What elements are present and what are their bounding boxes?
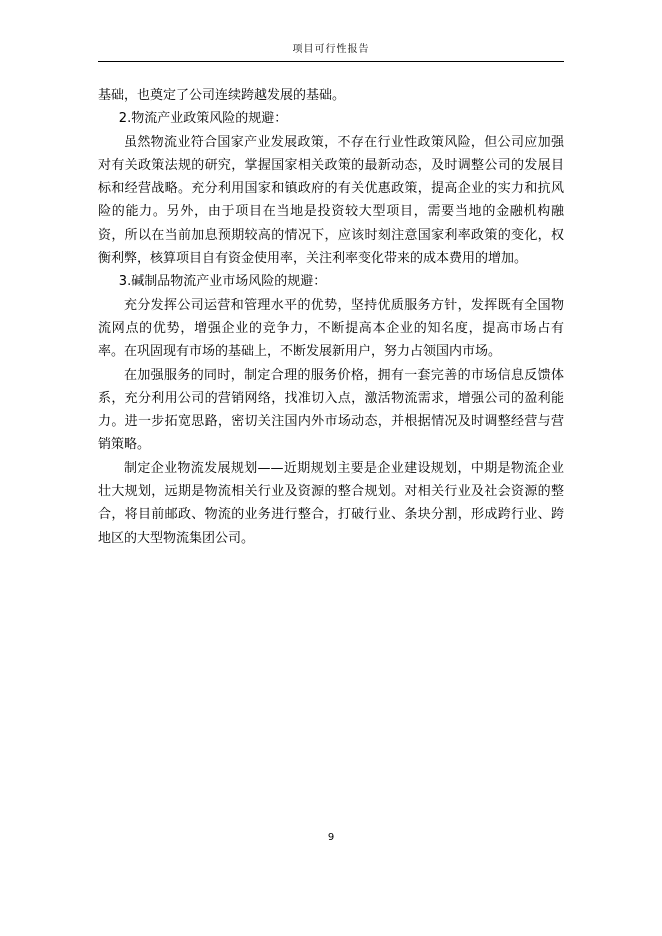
paragraph-policy-risk: 虽然物流业符合国家产业发展政策，不存在行业性政策风险，但公司应加强对有关政策法规的研究，掌握国家相关政策的最新动态，及时调整公司的发展目标和经营战略。充分利用国家和镇政府的有关优惠政策，提高企业的实力和抗风险的能力。另外，由于项目在当地是投资较大型项目，需要当地的金融机构融资，所以在当前加息预期较高的情况下，应该时刻注意国家利率政策的变化，权衡利弊，核算项目自有资金使用率，关注利率变化带来的成本费用的增加。 bbox=[98, 134, 564, 267]
paragraph-service-pricing: 在加强服务的同时，制定合理的服务价格，拥有一套完善的市场信息反馈体系，充分利用公司的营销网络，找准切入点，激活物流需求，增强公司的盈利能力。进一步拓宽思路，密切关注国内外市场动态，并根据情况及时调整经营与营销策略。 bbox=[98, 367, 564, 453]
paragraph-continuation: 基础，也奠定了公司连续跨越发展的基础。 bbox=[98, 88, 346, 103]
subheading-policy-risk: 2.物流产业政策风险的规避： bbox=[118, 111, 288, 127]
header-divider bbox=[98, 61, 564, 62]
page-header-title: 项目可行性报告 bbox=[292, 44, 370, 55]
paragraph-development-plan: 制定企业物流发展规划——近期规划主要是企业建设规划，中期是物流企业壮大规划，远期是物流相关行业及资源的整合规划。对相关行业及社会资源的整合，将目前邮政、物流的业务进行整合，打破行业、条块分割，形成跨行业、跨地区的大型物流集团公司。 bbox=[98, 460, 564, 546]
paragraph-market-advantage: 充分发挥公司运营和管理水平的优势，坚持优质服务方针，发挥既有全国物流网点的优势，增强企业的竞争力，不断提高本企业的知名度，提高市场占有率。在巩固现有市场的基础上，不断发展新用户，努力占领国内市场。 bbox=[98, 297, 564, 360]
page-number: 9 bbox=[327, 832, 335, 843]
subheading-market-risk: 3.碱制品物流产业市场风险的规避： bbox=[118, 274, 327, 290]
document-body bbox=[98, 84, 564, 550]
